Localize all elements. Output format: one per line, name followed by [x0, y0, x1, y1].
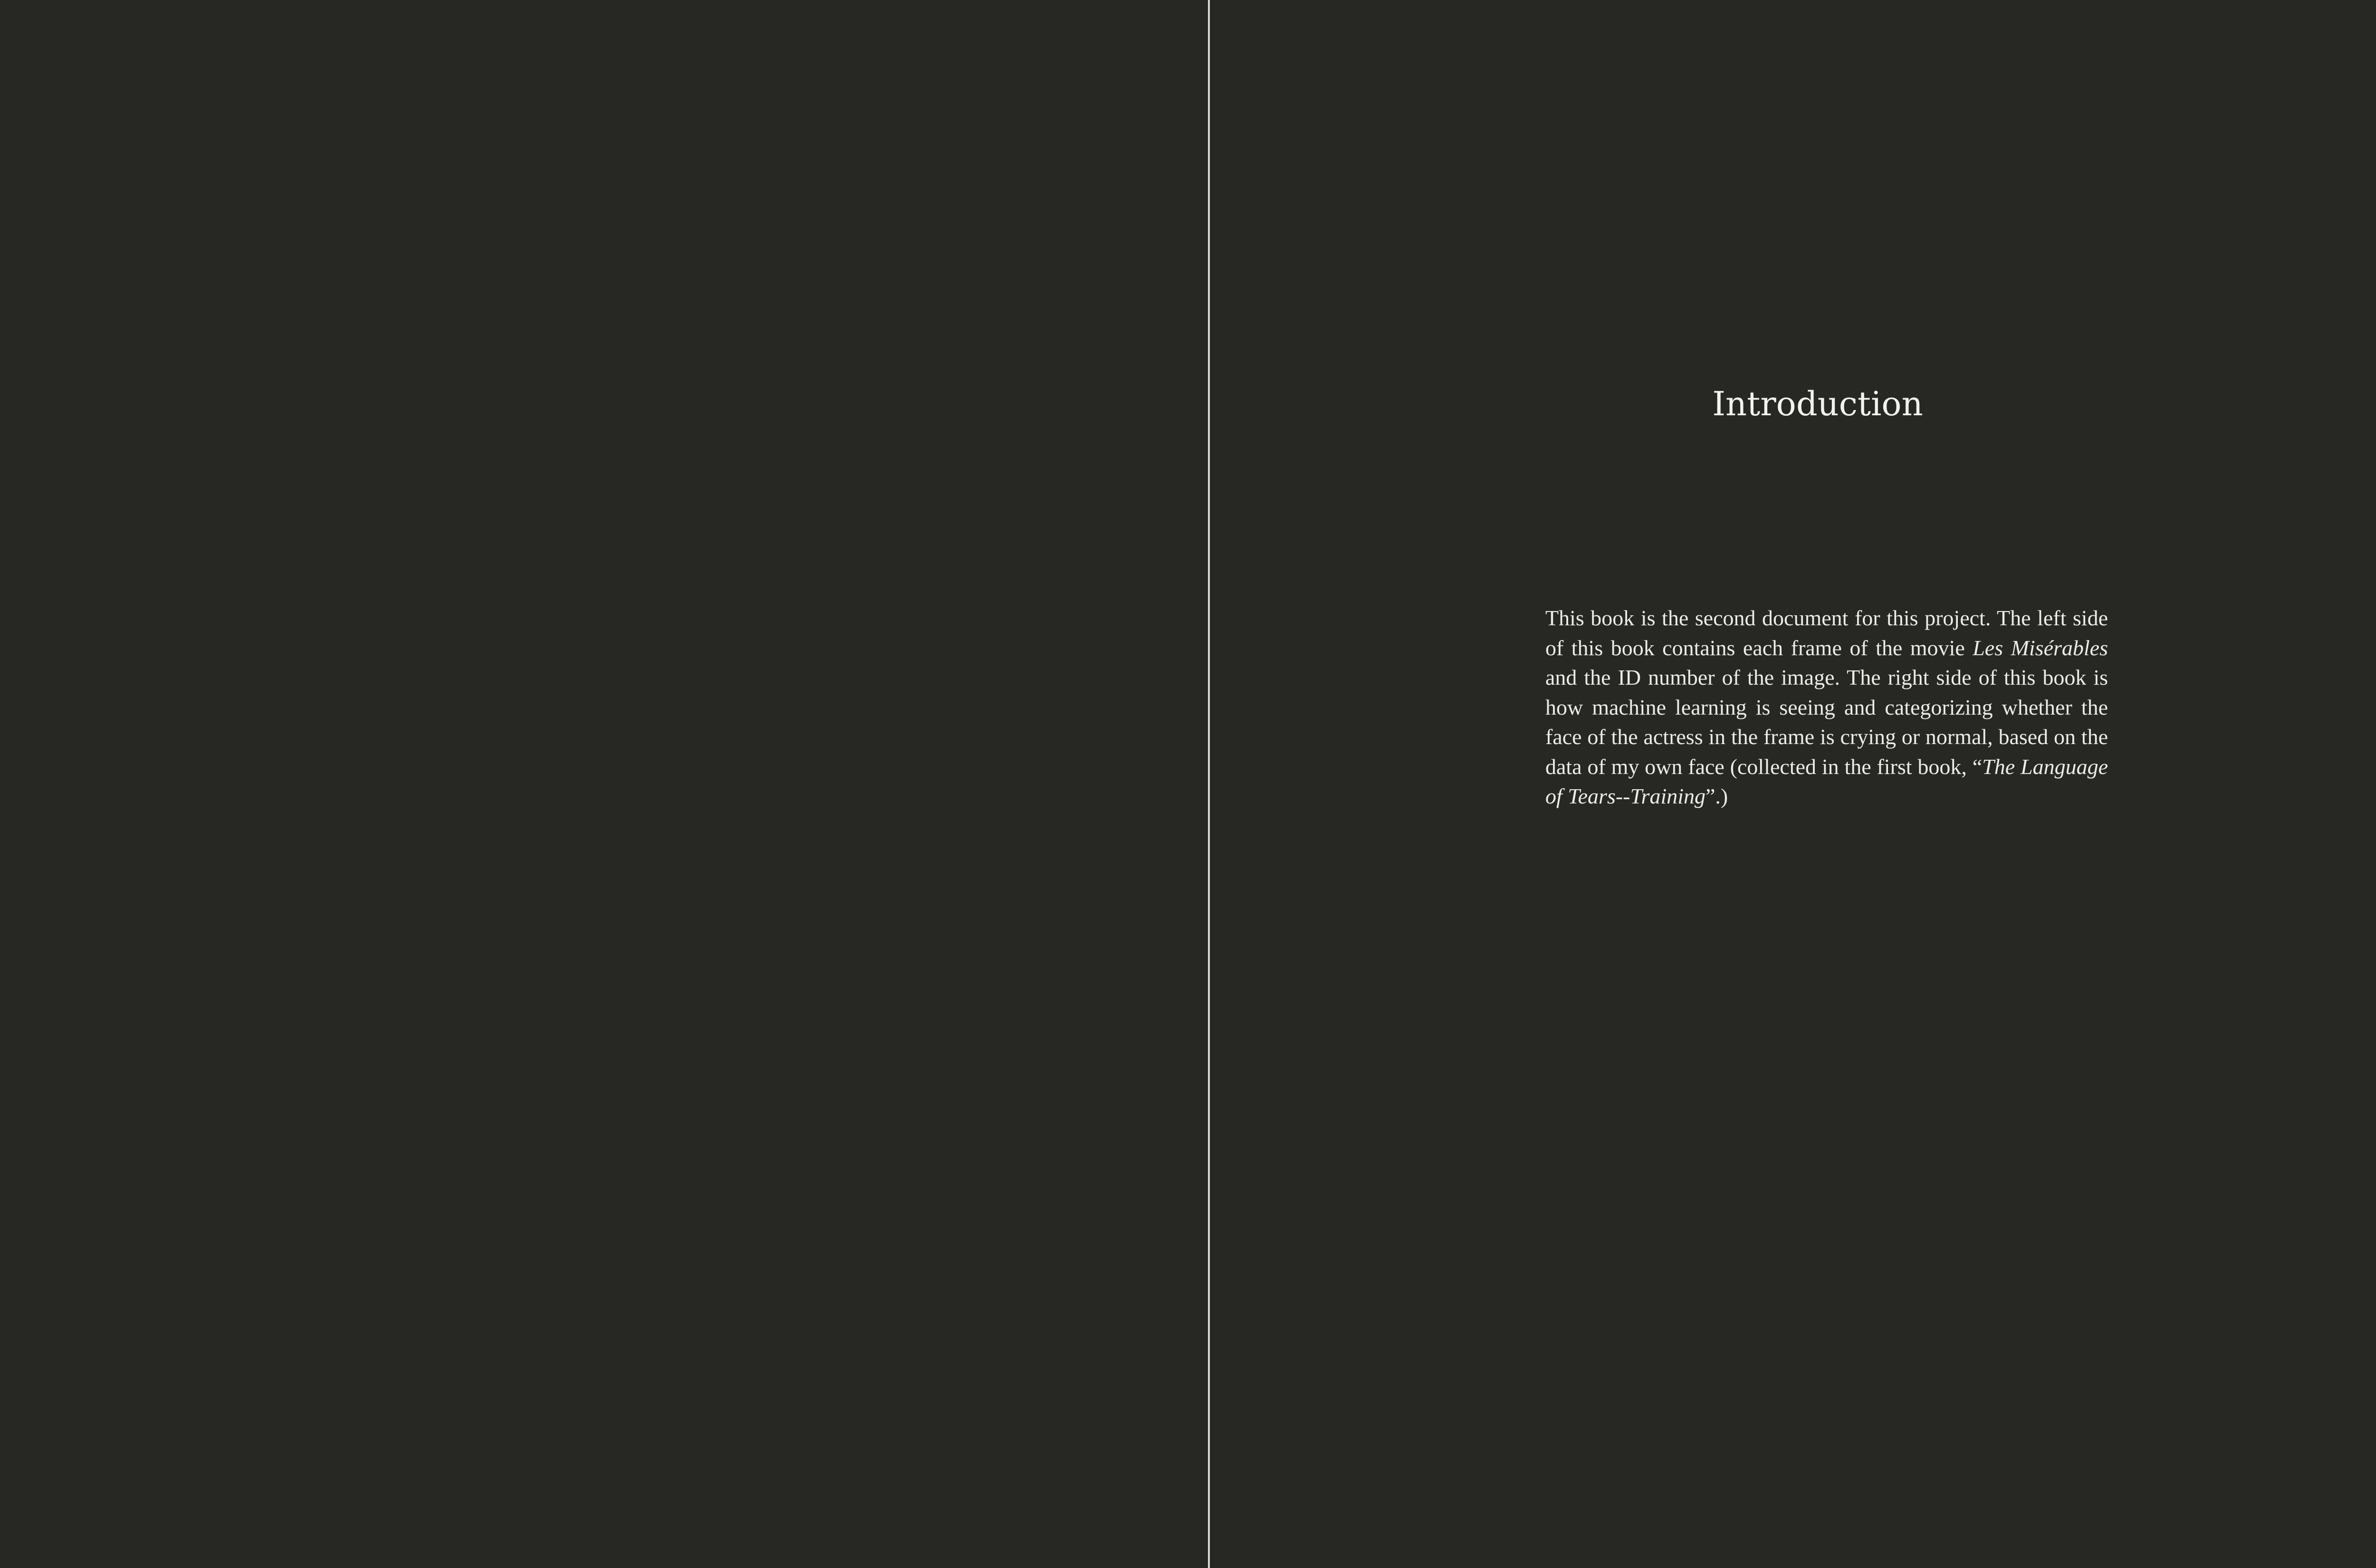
introduction-paragraph — [1545, 603, 2108, 812]
page-title: Introduction — [1712, 384, 1923, 423]
paragraph-text-part-1: This book is the second document for this project. The left side of this book contains each frame of the movie — [1545, 606, 2108, 660]
movie-title: Les Misérables — [1973, 635, 2108, 660]
first-book-title: The Language of Tears--Training — [1545, 754, 2108, 808]
paragraph-text-part-2: and the ID number of the image. The right side of this book is how machine learning is seeing and categorizing whether the face of the actress in the frame is crying or normal, based on the data of my own face (collected in the first book, “ — [1545, 665, 2108, 779]
paragraph-text-part-3: ”.) — [1705, 784, 1728, 808]
